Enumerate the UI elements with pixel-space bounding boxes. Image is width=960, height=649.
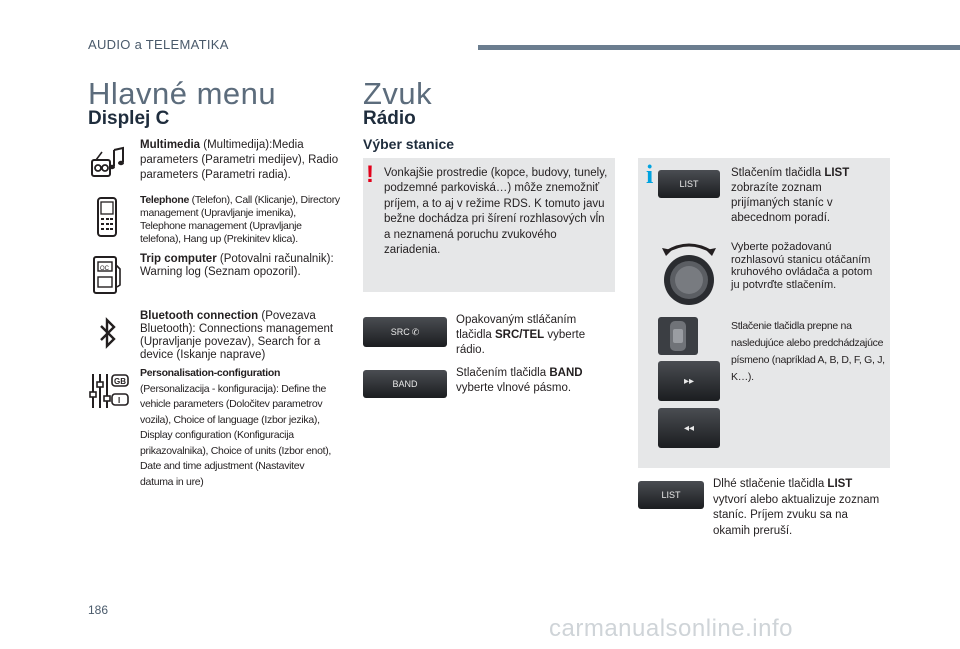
warning-icon: ! [366, 161, 374, 188]
section-subtitle: Displej C [88, 108, 170, 129]
item-personalisation: Personalisation-configuration (Personalizacija - konfiguracija): Define the vehicle parameters (Določitev parametrov vozila), Choice of language (Izbor jezika), Display configuration (Konfiguracija prikazovalnika), Choice of units (Izbor enot), Date and time adjustment (Nastavitev datuma in ure) [140, 367, 332, 488]
section-header: AUDIO a TELEMATIKA [88, 37, 229, 52]
band-button-image: BAND [363, 370, 447, 398]
item-multimedia: Multimedia (Multimedija):Media parameters (Parametri medijev), Radio parameters (Parametri radia). [140, 139, 339, 181]
item-trip-computer: Trip computer (Potovalni računalnik): Warning log (Seznam opozoril). [140, 253, 334, 278]
knob-text: Vyberte požadovanú rozhlasovú stanicu otáčaním kruhového ovládača a potom ju potvrďte stlačením. [731, 241, 873, 291]
multimedia-icon [90, 144, 126, 180]
rotary-knob-image [656, 238, 722, 308]
list-button-image-2: LIST [638, 481, 704, 509]
warning-text: Vonkajšie prostredie (kopce, budovy, tunely, podzemné parkoviská…) môže znemožniť príjem, a to aj v režime RDS. K tomuto javu bežne dochádza pri šírení rozhlasových vĺn a neznamená poruchu zvukového zariadenia. [384, 167, 608, 257]
fast-forward-icon: ▸▸ [683, 375, 695, 387]
info-icon: i [646, 160, 654, 189]
phone-handset-icon: ✆ [411, 326, 420, 337]
list-text: Stlačením tlačidla LIST zobrazíte zoznam prijímaných staníc v abecednom poradí. [731, 167, 850, 224]
page-title: Hlavné menu [88, 76, 277, 111]
trip-computer-icon [92, 255, 122, 295]
page-number: 186 [88, 603, 109, 617]
next-button-image [658, 361, 720, 401]
arrow-toggle-image [658, 317, 698, 355]
item-telephone: Telephone (Telefon), Call (Klicanje), Directory management (Upravljanje imenika), Telephone management (Upravljanje telefona), Hang up (Prekinitev klica). [140, 194, 340, 245]
svg-text:I: I [118, 396, 121, 405]
svg-text:GB: GB [114, 377, 126, 386]
list-button-image: LIST [658, 170, 720, 198]
station-selection-heading: Výber stanice [363, 136, 455, 152]
previous-button-image [658, 408, 720, 448]
svg-text:OC: OC [100, 266, 109, 272]
item-bluetooth: Bluetooth connection (Povezava Bluetooth): Connections management (Upravljanje povezav), Search for a device (Iskanje naprave) [140, 310, 334, 361]
telephone-icon [96, 196, 118, 238]
header-bar [478, 45, 960, 50]
long-list-text: Dlhé stlačenie tlačidla LIST vytvorí alebo aktualizuje zoznam staníc. Príjem zvuku sa na okamih preruší. [713, 478, 880, 537]
band-text: Stlačením tlačidla BAND vyberte vlnové pásmo. [456, 367, 583, 394]
rewind-icon: ◂◂ [683, 422, 695, 434]
src-button-image: SRC ✆ [363, 317, 447, 347]
watermark: carmanualsonline.info [549, 615, 793, 642]
bluetooth-icon [98, 317, 118, 349]
personalisation-icon [88, 372, 130, 410]
src-text: Opakovaným stláčaním tlačidla SRC/TEL vyberte rádio. [456, 314, 586, 356]
radio-subtitle: Rádio [363, 108, 416, 129]
arrows-text: Stlačenie tlačidla prepne na nasledujúce alebo predchádzajúce písmeno (napríklad A, B, D, F, G, J, K…). [731, 320, 885, 383]
zvuk-title: Zvuk [363, 76, 433, 111]
